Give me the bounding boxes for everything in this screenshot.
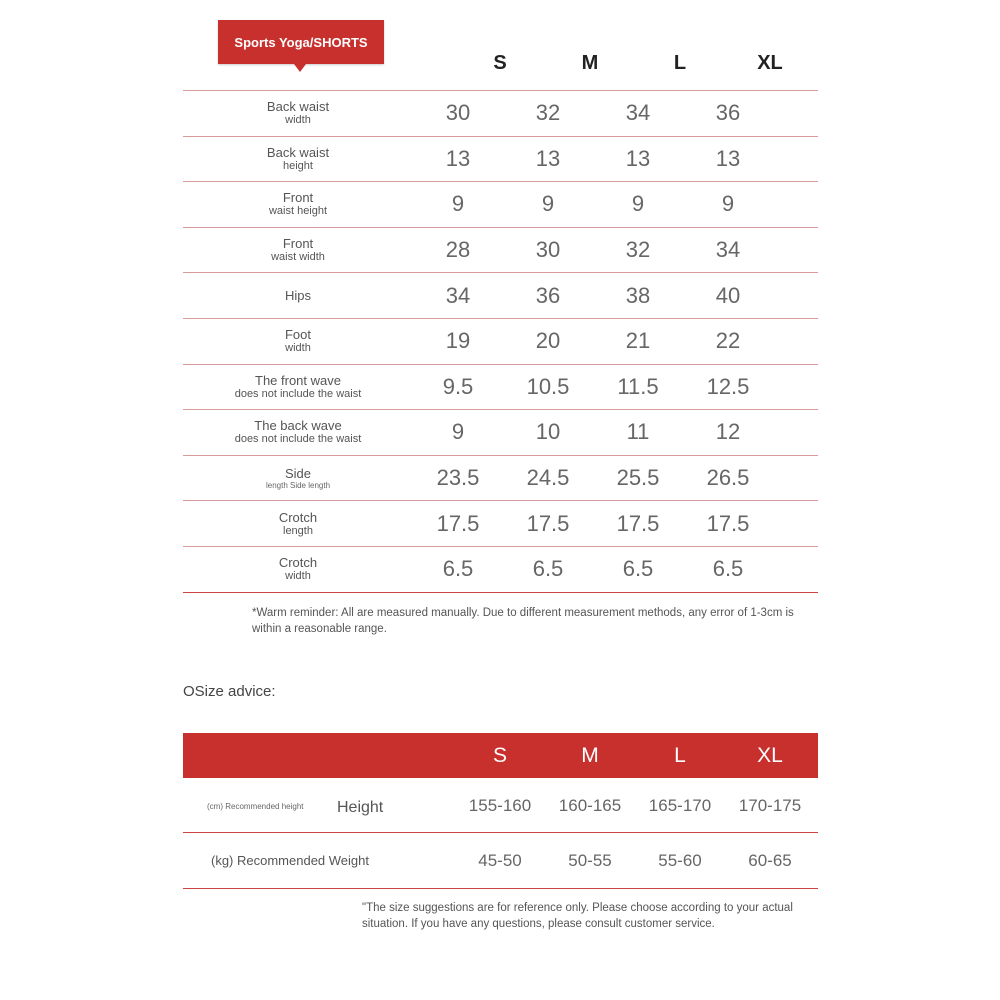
measurement-value: 6.5 xyxy=(532,556,564,582)
measurement-sublabel: length xyxy=(283,524,313,537)
measurement-value-cell xyxy=(413,91,503,137)
measurement-label-cell xyxy=(183,273,413,319)
measurement-value: 13 xyxy=(715,145,741,171)
advice-size-xl: XL xyxy=(757,744,783,767)
measurement-value-cell xyxy=(683,318,818,364)
measurement-value-cell xyxy=(413,455,503,501)
measurement-value-cell xyxy=(683,501,818,547)
measurement-value: 17.5 xyxy=(436,510,480,536)
measurement-label: Hips xyxy=(284,288,311,304)
measurement-value-cell xyxy=(413,182,503,228)
advice-height-row xyxy=(183,778,818,833)
measurement-value-cell xyxy=(503,318,593,364)
height-value-s: 155-160 xyxy=(468,796,532,815)
tag-pointer xyxy=(294,64,306,72)
measurement-label-cell xyxy=(183,410,413,456)
measurement-row xyxy=(183,227,818,273)
measurement-value: 32 xyxy=(535,100,561,126)
measurement-value: 10.5 xyxy=(526,373,570,399)
height-unit-label: (cm) Recommended height xyxy=(207,802,304,811)
measurement-sublabel: does not include the waist xyxy=(234,387,362,400)
measurement-value: 22 xyxy=(715,328,741,354)
measurement-value: 13 xyxy=(535,145,561,171)
measurement-label-cell xyxy=(183,455,413,501)
height-value-xl: 170-175 xyxy=(738,796,802,815)
weight-value-xl: 60-65 xyxy=(748,851,792,870)
measurement-value: 17.5 xyxy=(616,510,660,536)
height-label: Height xyxy=(337,799,384,816)
measurement-value: 34 xyxy=(625,100,651,126)
advice-size-l: L xyxy=(674,744,686,767)
measurement-value: 6.5 xyxy=(442,556,474,582)
measurement-value: 12.5 xyxy=(706,373,750,399)
measurement-value-cell xyxy=(683,410,818,456)
measurement-row xyxy=(183,455,818,501)
measurement-value: 34 xyxy=(445,282,471,308)
measurement-value-cell xyxy=(683,227,818,273)
measurement-value: 38 xyxy=(625,282,651,308)
measurement-label: Front xyxy=(282,236,314,252)
measurement-label: Back waist xyxy=(266,99,330,115)
measurement-sublabel: does not include the waist xyxy=(234,433,362,446)
measurement-value-cell xyxy=(503,227,593,273)
measurement-value: 9 xyxy=(721,191,735,217)
measurement-value: 13 xyxy=(625,145,651,171)
measurement-value-cell xyxy=(593,455,683,501)
measurement-label-cell xyxy=(183,318,413,364)
measurement-value-cell xyxy=(683,546,818,592)
measurement-value: 25.5 xyxy=(616,465,660,491)
measurement-value-cell xyxy=(593,227,683,273)
measurement-row xyxy=(183,364,818,410)
measurement-label: The front wave xyxy=(255,372,341,388)
measurement-value: 23.5 xyxy=(436,465,480,491)
size-advice-title: OSize advice: xyxy=(183,683,276,700)
measurement-value: 40 xyxy=(715,282,741,308)
measurement-label: Foot xyxy=(284,327,311,343)
measurement-label-cell xyxy=(183,91,413,137)
product-tag-label: Sports Yoga/SHORTS xyxy=(234,34,368,50)
advice-header-bar xyxy=(183,733,818,778)
measurement-label: Front xyxy=(282,190,314,206)
weight-value-m: 50-55 xyxy=(568,851,612,870)
measurement-sublabel: width xyxy=(285,342,311,355)
measurement-sublabel: waist height xyxy=(268,205,328,218)
measurement-sublabel: width xyxy=(285,570,311,583)
measurement-value: 34 xyxy=(715,237,741,263)
measurement-row xyxy=(183,91,818,137)
measurement-value-cell xyxy=(503,136,593,182)
measurement-value: 30 xyxy=(445,100,471,126)
measurement-label: Back waist xyxy=(266,144,330,160)
measurement-value-cell xyxy=(593,136,683,182)
measurement-value: 26.5 xyxy=(706,465,750,491)
measurement-row xyxy=(183,546,818,592)
measurement-value: 9 xyxy=(451,191,465,217)
measurement-value-cell xyxy=(503,91,593,137)
measurement-value-cell xyxy=(593,182,683,228)
weight-value-l: 55-60 xyxy=(658,851,702,870)
advice-weight-row xyxy=(183,834,818,889)
measurement-value: 36 xyxy=(715,100,741,126)
size-header-l: L xyxy=(673,52,687,74)
measurement-value-cell xyxy=(413,364,503,410)
measurement-value-cell xyxy=(413,136,503,182)
measurement-value-cell xyxy=(413,318,503,364)
measurement-value-cell xyxy=(413,501,503,547)
warm-reminder: *Warm reminder: All are measured manually. Due to different measurement methods, any error of 1-3cm is within a reasonable range. xyxy=(252,607,794,635)
measurement-value-cell xyxy=(503,182,593,228)
measurement-value-cell xyxy=(593,318,683,364)
measurement-value-cell xyxy=(593,546,683,592)
measurement-label-cell xyxy=(183,227,413,273)
measurement-row xyxy=(183,501,818,547)
measurement-value: 19 xyxy=(445,328,471,354)
weight-label: (kg) Recommended Weight xyxy=(211,853,369,868)
measurement-value-cell xyxy=(503,273,593,319)
advice-size-s: S xyxy=(492,744,507,767)
measurement-value: 6.5 xyxy=(622,556,654,582)
measurement-label-cell xyxy=(183,136,413,182)
measurement-value-cell xyxy=(593,501,683,547)
measurement-row xyxy=(183,273,818,319)
measurement-value-cell xyxy=(683,136,818,182)
measurement-value: 21 xyxy=(625,328,651,354)
measurement-value: 20 xyxy=(535,328,561,354)
measurement-row xyxy=(183,318,818,364)
measurement-value: 6.5 xyxy=(712,556,744,582)
measurement-label: Side xyxy=(284,465,312,481)
measurement-value-cell xyxy=(593,364,683,410)
measurement-row xyxy=(183,182,818,228)
measurement-value: 11 xyxy=(626,419,650,445)
measurement-label-cell xyxy=(183,501,413,547)
measurement-value: 17.5 xyxy=(526,510,570,536)
measurement-value: 30 xyxy=(535,237,561,263)
measurement-value-cell xyxy=(683,91,818,137)
measurement-value: 12 xyxy=(715,419,741,445)
measurement-value-cell xyxy=(413,273,503,319)
measurement-value: 9 xyxy=(541,191,555,217)
measurement-value-cell xyxy=(593,410,683,456)
measurement-value-cell xyxy=(503,364,593,410)
weight-value-s: 45-50 xyxy=(478,851,522,870)
measurement-sublabel: length Side length xyxy=(265,480,331,490)
measurement-label: Crotch xyxy=(278,555,318,571)
measurement-value-cell xyxy=(503,501,593,547)
measurement-value: 10 xyxy=(535,419,561,445)
height-value-l: 165-170 xyxy=(648,796,712,815)
height-value-m: 160-165 xyxy=(558,796,622,815)
measurement-label-cell xyxy=(183,364,413,410)
measurement-value-cell xyxy=(503,546,593,592)
measurement-label: Crotch xyxy=(278,509,318,525)
measurement-table xyxy=(183,90,818,593)
measurement-value-cell xyxy=(503,455,593,501)
measurement-value-cell xyxy=(503,410,593,456)
measurement-row xyxy=(183,410,818,456)
measurement-value-cell xyxy=(683,364,818,410)
measurement-row xyxy=(183,136,818,182)
measurement-value-cell xyxy=(683,182,818,228)
measurement-value: 9 xyxy=(631,191,645,217)
measurement-sublabel: width xyxy=(285,114,311,127)
size-header-m: M xyxy=(581,52,599,74)
measurement-value-cell xyxy=(683,273,818,319)
measurement-value-cell xyxy=(593,273,683,319)
measurement-label-cell xyxy=(183,182,413,228)
measurement-value-cell xyxy=(593,91,683,137)
measurement-sublabel: height xyxy=(283,159,313,172)
size-header-s: S xyxy=(493,52,507,74)
measurement-label: The back wave xyxy=(254,418,342,434)
measurement-value: 11.5 xyxy=(617,373,659,399)
measurement-value-cell xyxy=(413,410,503,456)
measurement-label-cell xyxy=(183,546,413,592)
advice-size-m: M xyxy=(581,744,599,767)
measurement-value: 28 xyxy=(445,237,471,263)
measurement-value: 36 xyxy=(535,282,561,308)
product-tag xyxy=(218,20,384,64)
measurement-value: 24.5 xyxy=(526,465,570,491)
measurement-value: 17.5 xyxy=(706,510,750,536)
size-header-xl: XL xyxy=(757,52,783,74)
size-suggestion-note: "The size suggestions are for reference only. Please choose according to your actual situation. If you have any questions, please consult customer service. xyxy=(362,902,793,930)
measurement-value: 13 xyxy=(445,145,471,171)
measurement-value: 9.5 xyxy=(442,373,474,399)
measurement-value-cell xyxy=(413,227,503,273)
measurement-value: 32 xyxy=(625,237,651,263)
measurement-sublabel: waist width xyxy=(271,251,325,264)
measurement-value: 9 xyxy=(451,419,465,445)
measurement-value-cell xyxy=(413,546,503,592)
measurement-value-cell xyxy=(683,455,818,501)
